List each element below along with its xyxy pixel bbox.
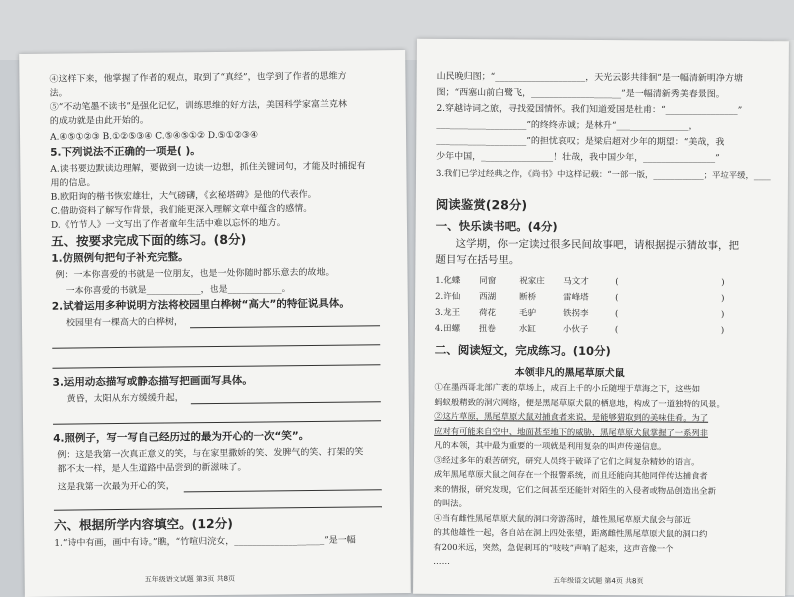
option-d: D.《竹节人》一文写出了作者童年生活中难以忘怀的地方。 [50, 218, 286, 231]
question-5-3: 3.运用动态描写或静态描写把画面写具体。 [52, 374, 253, 389]
page-footer: 五年级语文试题 第3页 共8页 [144, 574, 236, 584]
grid-cell: 荷花 [478, 308, 497, 319]
article-line: ④当有雌性黑尾草原犬鼠的洞口旁游荡时，雄性黑尾草原犬鼠会与部近 [433, 512, 691, 525]
answer-line[interactable] [54, 506, 382, 510]
grid-cell: 毛驴 [518, 308, 537, 319]
grid-cell: 1.化蝶 [435, 275, 461, 287]
option-a-line2: 用的信息。 [50, 178, 96, 189]
page-footer: 五年级语文试题 第4页 共8页 [553, 576, 644, 586]
text-line: 的成功就是由此开始的。 [49, 115, 149, 127]
grid-cell: 水缸 [518, 324, 536, 335]
grid-cell[interactable]: ) [720, 309, 725, 320]
question-5-1: 1.仿照例句把句子补充完整。 [51, 251, 189, 265]
text-line: 山民晚归图；“____________________，天光云影共徘徊”是一幅清新明净方塘 [436, 71, 743, 84]
option-c: C.借助资料了解写作背景，我们能更深入理解文章中蕴含的感情。 [50, 203, 313, 217]
answer-options: A.④⑤①②③ B.①②⑤③④ C.⑤④⑤①② D.⑤①②③④ [49, 130, 259, 143]
grid-cell[interactable]: ( [615, 293, 619, 304]
reading-section-title: 阅读鉴赏(28分) [435, 196, 528, 213]
text-line: ____________________”的终终赤诚；是林升“________________， [436, 119, 698, 132]
question-5-2: 2.试着运用多种说明方法将校园里白桦树“高大”的特征说具体。 [51, 297, 350, 313]
article-line: 的其他雄性一起，各自站在洞上四处张望，距离雌性黑尾草原犬鼠的洞口约 [433, 526, 708, 539]
answer-line[interactable] [191, 401, 381, 404]
answer-line[interactable] [53, 420, 381, 424]
question-5: 5.下列说法不正确的一项是( )。 [50, 145, 201, 159]
grid-cell: 4.田螺 [434, 323, 461, 335]
article-line: ①在墨西哥北部广袤的草场上，成百上千的小丘随埋于草海之下，这些如 [434, 381, 701, 394]
article-line: 的叫法。 [433, 497, 467, 509]
text-line: 2.穿越诗词之旅，寻找爱国情怀。我们知道爱国是杜甫：“________________” [436, 103, 743, 116]
q3-stem: 黄昏，太阳从东方缓缓升起， [66, 393, 184, 405]
option-b: B.欧阳询的楷书恢宏雄壮，大气磅礴，《玄秘塔碑》是他的代表作。 [50, 189, 317, 203]
text-line: ____________________”的担忧哀叹；是梁启超对少年的期望：“美哉，我 [436, 135, 725, 148]
article-line: 来的情报，研究发现，它们之间甚至还能针对陌生的入侵者或物品创造出全新 [433, 483, 716, 496]
section-5-title: 五、按要求完成下面的练习。(8分) [51, 231, 247, 249]
part-1-instruction: 题目写在括号里。 [435, 253, 520, 267]
question-6-1: 1.“诗中有画，画中有诗。”瞧，“竹喧归浣女，____________________”是一幅 [54, 535, 356, 549]
grid-cell[interactable]: ) [721, 293, 725, 304]
grid-cell: 祝家庄 [519, 276, 545, 287]
article-line: …… [433, 555, 450, 566]
grid-cell: 铁拐李 [562, 308, 589, 319]
article-line: 蚂蚁般精致的洞穴网络，便是黑尾草原犬鼠的栖息地，构成了一道独特的风景。 [434, 396, 725, 409]
grid-cell: 同窗 [479, 276, 497, 287]
q4-example-line2: 都不太一样，是人生道路中品尝到的新滋味了。 [57, 462, 247, 475]
grid-cell: 2.许仙 [435, 291, 461, 303]
grid-cell[interactable]: ( [615, 277, 619, 288]
exam-page-4 [413, 39, 789, 597]
article-line: 成年黑尾草原犬鼠之间存在一个报警系统，而且还能向其他同伴传达捕食者 [433, 468, 708, 481]
q4-example-line1: 例：这是我第一次真正意义的笑，与在家里撒娇的笑、发脾气的笑、打架的笑 [57, 447, 364, 461]
text-line: 3.我们已学过经典之作，《尚书》中这样记载：“一部一版，____________；平垃平缓，____ [435, 167, 771, 181]
option-a-line1: A.读书要边默读边理解，要做到一边读一边想，抓住关键词句，才能及时捕捉有 [50, 161, 366, 175]
section-6-title: 六、根据所学内容填空。(12分) [54, 515, 234, 533]
example-sentence: 例：一本你喜爱的书就是一位朋友，也是一处你随时都乐意去的故地。 [55, 267, 335, 281]
text-line: 法。 [49, 88, 68, 99]
text-line: 少年中国，________________！壮哉，我中国少年，________________” [436, 151, 720, 164]
text-line: ④这样下来，他掌握了作者的观点，取到了“真经”，也学到了作者的思维方 [49, 71, 347, 85]
article-line: 应对有可能来自空中、地面甚至地下的威胁，黑尾草原犬鼠掌握了一系列非 [434, 425, 709, 438]
answer-line[interactable] [52, 344, 380, 348]
q4-stem: 这是我第一次最为开心的笑， [57, 481, 175, 493]
text-line: 图；“西塞山前白鹭飞，____________________”是一幅清新秀美春景图。 [436, 87, 725, 100]
grid-cell: 小伙子 [562, 324, 589, 335]
part-1-title: 一、快乐读书吧。(4分) [435, 218, 558, 234]
fill-in-sentence: 一本你喜爱的书就是____________，也是____________。 [65, 284, 291, 297]
part-1-instruction: 这学期，你一定读过很多民间故事吧，请根据提示猜故事，把 [455, 237, 740, 252]
article-title: 本领非凡的黑尾草原犬鼠 [514, 367, 625, 380]
article-line: ②这片草原，黑尾草原犬鼠对捕食者来说，是能够猎取到的美味佳肴。为了 [434, 410, 709, 423]
text-line: ⑤“不动笔墨不读书”是强化记忆，训练思维的好方法，美国科学家富兰克林 [49, 99, 347, 113]
answer-line[interactable] [184, 489, 382, 492]
article-line: 凡的本领，其中最为重要的一项就是利用复杂的叫声传递信息。 [434, 439, 667, 452]
q2-stem: 校园里有一棵高大的白桦树， [65, 317, 184, 329]
grid-cell: 扭卷 [478, 324, 496, 335]
exam-page-3 [19, 50, 411, 597]
answer-line[interactable] [52, 364, 380, 368]
grid-cell[interactable]: ) [720, 325, 725, 336]
article-line: 有200米远，突然，急促刺耳的“吱吱”声响了起来，这声音像一个 [433, 541, 674, 554]
grid-cell[interactable]: ( [614, 309, 619, 320]
grid-cell: 西湖 [479, 292, 497, 303]
grid-cell: 雷峰塔 [563, 292, 589, 303]
question-5-4: 4.照例子，写一写自己经历过的最为开心的一次“笑”。 [53, 430, 310, 445]
answer-line[interactable] [190, 325, 380, 328]
grid-cell: 马文才 [563, 276, 589, 287]
grid-cell[interactable]: ) [721, 277, 725, 288]
grid-cell[interactable]: ( [614, 325, 619, 336]
grid-cell: 断桥 [519, 292, 537, 303]
article-line: ③经过多年的艰苦研究，研究人员终于破译了它们之间复杂精妙的语言。 [433, 454, 700, 467]
part-2-title: 二、阅读短文，完成练习。(10分) [434, 342, 611, 359]
grid-cell: 3.龙王 [434, 307, 461, 319]
